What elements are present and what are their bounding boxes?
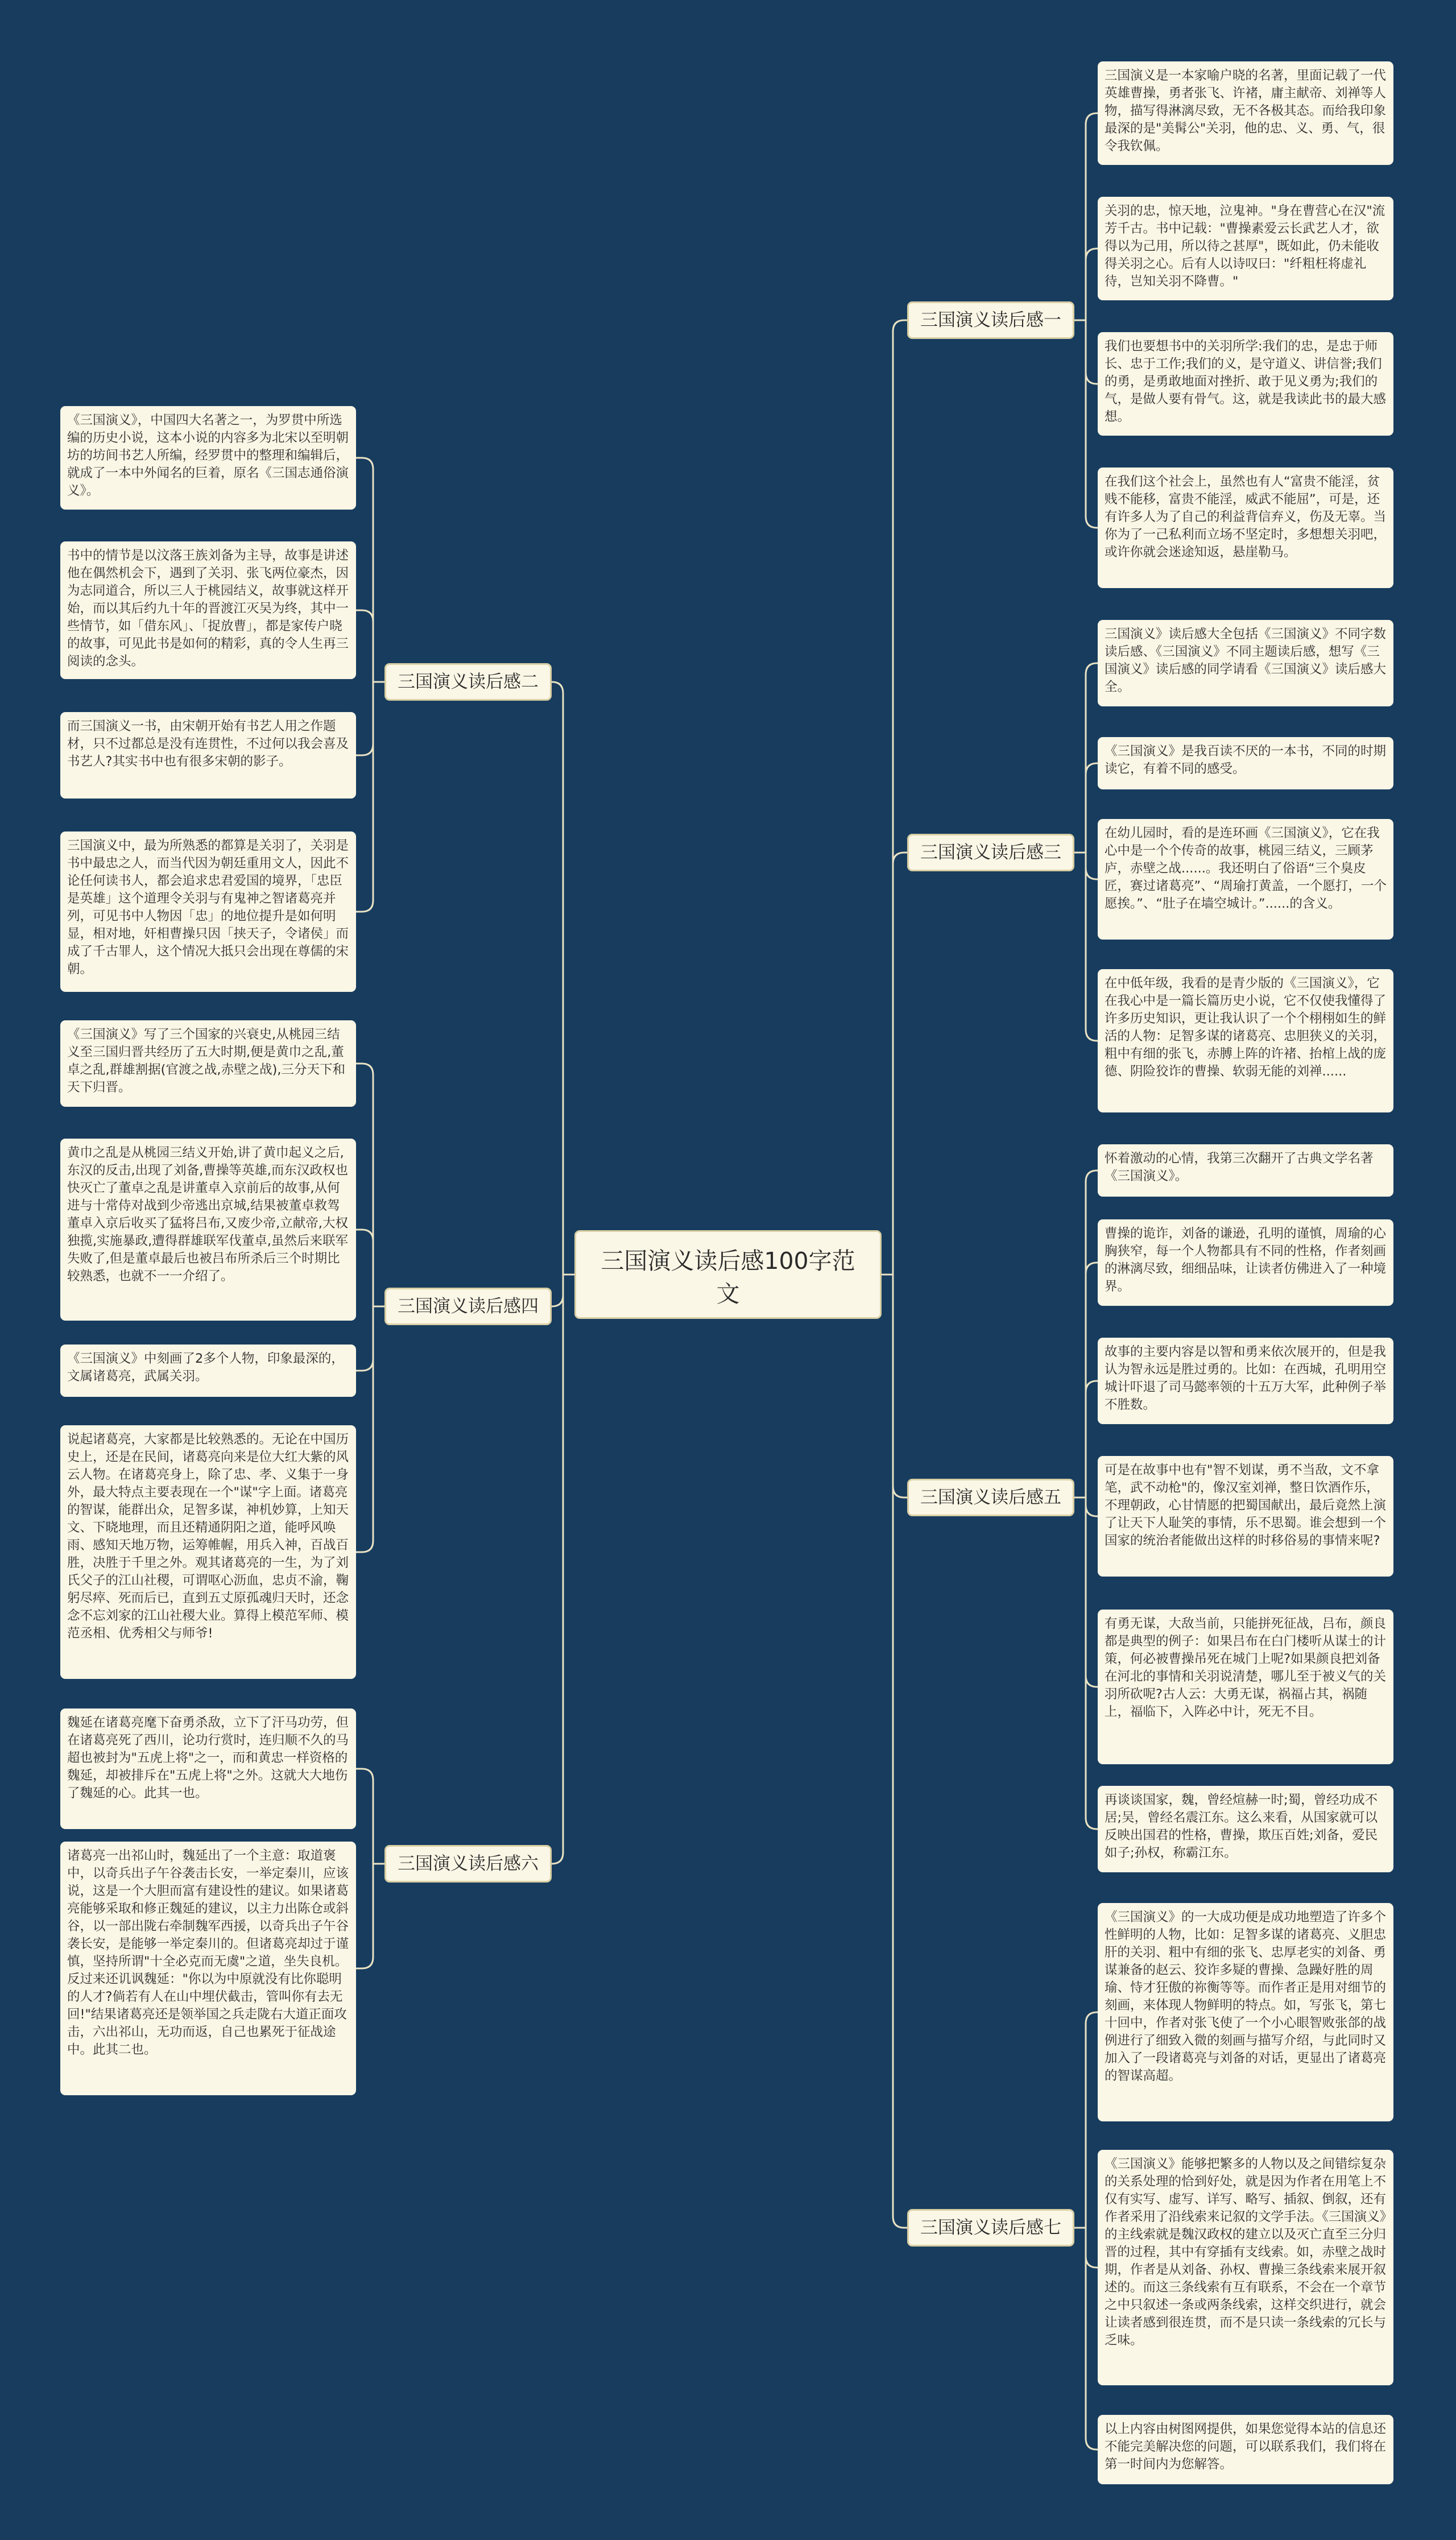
leaf-5-1[interactable]: 怀着激动的心情，我第三次翻开了古典文学名著《三国演义》。: [1098, 1144, 1393, 1197]
leaf-4-4[interactable]: 说起诸葛亮，大家都是比较熟悉的。无论在中国历史上，还是在民间，诸葛亮向来是位大红大紫的风云人物。在诸葛亮身上，除了忠、孝、义集于一身外，最大特点主要表现在一个"谋"字上面。诸葛亮的智谋，能群出众，足智多谋，神机妙算，上知天文、下晓地理，而且还精通阴阳之道，能呼风唤雨、感知天地万物，运筹帷幄，用兵入神，百战百胜，决胜于千里之外。观其诸葛亮的一生，为了刘氏父子的江山社稷，可谓呕心沥血，忠贞不渝，鞠躬尽瘁、死而后已，直到五丈原孤魂归天时，还念念不忘刘家的江山社稷大业。算得上模范军师、模范丞相、优秀相父与师爷!: [60, 1425, 356, 1679]
connector-line: [882, 1275, 907, 1497]
leaf-7-3[interactable]: 以上内容由树图网提供，如果您觉得本站的信息还不能完美解决您的问题，可以联系我们，我们将在第一时间内为您解答。: [1098, 2415, 1393, 2484]
connector-line: [356, 682, 384, 912]
connector-line: [1074, 320, 1098, 528]
leaf-5-4[interactable]: 可是在故事中也有"智不划谋，勇不当敌，文不拿笔，武不动枪"的，像汉室刘禅，整日饮酒作乐，不理朝政，心甘情愿的把蜀国献出，最后竟然上演了让天下人耻笑的事情，乐不思蜀。谁会想到一个国家的统治者能做出这样的时移俗易的事情来呢?: [1098, 1456, 1393, 1577]
connector-line: [356, 610, 384, 682]
leaf-4-2[interactable]: 黄巾之乱是从桃园三结义开始,讲了黄巾起义之后,东汉的反击,出现了刘备,曹操等英雄,而东汉政权也快灭亡了董卓之乱是讲董卓入京前后的故事,从何进与十常侍对战到少帝逃出京城,结果被董卓救驾董卓入京后收买了猛将吕布,又废少帝,立献帝,大权独揽,实施暴政,遭得群雄联军伐董卓,虽然后来联军失败了,但是董卓最后也被吕布所杀后三个时期比较熟悉，也就不一一介绍了。: [60, 1139, 356, 1321]
leaf-6-1[interactable]: 魏延在诸葛亮麾下奋勇杀敌，立下了汗马功劳，但在诸葛亮死了西川，论功行赏时，连归顺不久的马超也被封为"五虎上将"之一，而和黄忠一样资格的魏延，却被排斥在"五虎上将"之外。这就大大地伤了魏延的心。此其一也。: [60, 1708, 356, 1829]
leaf-1-2[interactable]: 关羽的忠，惊天地，泣鬼神。"身在曹营心在汉"流芳千古。书中记载："曹操素爱云长武艺人才，欲得以为己用，所以待之甚厚"，既如此，仍未能收得关羽之心。后有人以诗叹曰："纤粗枉将虚礼待，岂知关羽不降曹。": [1098, 197, 1393, 300]
leaf-3-2[interactable]: 《三国演义》是我百读不厌的一本书，不同的时期读它，有着不同的感受。: [1098, 737, 1393, 789]
connector-line: [552, 1275, 574, 1864]
leaf-2-2[interactable]: 书中的情节是以汶落王族刘备为主导，故事是讲述他在偶然机会下，遇到了关羽、张飞两位豪杰，因为志同道合，所以三人于桃园结义，故事就这样开始，而以其后约九十年的晋渡江灭吴为终，其中一些情节，如「借东风」、「捉放曹」，都是家传户晓的故事，可见此书是如何的精彩，真的令人生再三阅读的念头。: [60, 541, 356, 679]
connector-line: [356, 1864, 384, 1968]
connector-line: [1074, 763, 1098, 853]
branch-topic-1[interactable]: 三国演义读后感一: [907, 301, 1074, 339]
leaf-5-3[interactable]: 故事的主要内容是以智和勇来依次展开的，但是我认为智永远是胜过勇的。比如：在西城，孔明用空城计吓退了司马懿率领的十五万大军，此种例子举不胜数。: [1098, 1338, 1393, 1424]
root-topic[interactable]: 三国演义读后感100字范文: [574, 1230, 882, 1319]
connector-line: [1074, 2012, 1098, 2228]
branch-topic-6[interactable]: 三国演义读后感六: [384, 1845, 552, 1883]
leaf-5-2[interactable]: 曹操的诡诈，刘备的谦逊，孔明的谨慎，周瑜的心胸狭窄，每一个人物都具有不同的性格，作者刻画的淋漓尽致，细细品味，让读者仿佛进入了一种境界。: [1098, 1219, 1393, 1306]
connector-line: [882, 853, 907, 1275]
leaf-4-3[interactable]: 《三国演义》中刻画了2多个人物，印象最深的，文属诸葛亮，武属关羽。: [60, 1345, 356, 1397]
connector-line: [1074, 853, 1098, 1041]
branch-topic-3[interactable]: 三国演义读后感三: [907, 834, 1074, 871]
connector-line: [356, 458, 384, 682]
branch-topic-2[interactable]: 三国演义读后感二: [384, 663, 552, 701]
leaf-1-4[interactable]: 在我们这个社会上，虽然也有人“富贵不能淫，贫贱不能移，富贵不能淫，威武不能屈”，可是，还有许多人为了自己的利益背信弃义，伤及无辜。当你为了一己私利而立场不坚定时，多想想关羽吧，或许你就会迷途知返，悬崖勒马。: [1098, 468, 1393, 588]
connector-line: [356, 1064, 384, 1306]
leaf-4-1[interactable]: 《三国演义》写了三个国家的兴衰史,从桃园三结义至三国归晋共经历了五大时期,便是黄巾之乱,董卓之乱,群雄割据(官渡之战,赤壁之战),三分天下和天下归晋。: [60, 1020, 356, 1107]
leaf-2-1[interactable]: 《三国演义》，中国四大名著之一，为罗贯中所选编的历史小说，这本小说的内容多为北宋以至明朝坊的坊间书艺人所编，经罗贯中的整理和编辑后，就成了一本中外闻名的巨着，原名《三国志通俗演义》。: [60, 406, 356, 510]
connector-line: [882, 320, 907, 1275]
connector-line: [1074, 249, 1098, 320]
leaf-3-1[interactable]: 三国演义》读后感大全包括《三国演义》不同字数读后感、《三国演义》不同主题读后感，想写《三国演义》读后感的同学请看《三国演义》读后感大全。: [1098, 620, 1393, 706]
connector-line: [1074, 1381, 1098, 1497]
leaf-3-3[interactable]: 在幼儿园时，看的是连环画《三国演义》，它在我心中是一个个传奇的故事，桃园三结义，三顾茅庐，赤壁之战......。我还明白了俗语“三个臭皮匠，赛过诸葛亮”、“周瑜打黄盖，一个愿打，一个愿挨。”、“肚子在墙空城计。”......的含义。: [1098, 819, 1393, 940]
branch-topic-4[interactable]: 三国演义读后感四: [384, 1288, 552, 1325]
branch-topic-7[interactable]: 三国演义读后感七: [907, 2209, 1074, 2247]
connector-line: [356, 1769, 384, 1864]
branch-topic-5[interactable]: 三国演义读后感五: [907, 1479, 1074, 1516]
connector-line: [1074, 2228, 1098, 2450]
leaf-7-1[interactable]: 《三国演义》的一大成功便是成功地塑造了许多个性鲜明的人物，比如：足智多谋的诸葛亮、义胆忠肝的关羽、粗中有细的张飞、忠厚老实的刘备、勇谋兼备的赵云、狡诈多疑的曹操、急躁好胜的周瑜、恃才狂傲的祢衡等等。而作者正是用对细节的刻画，来体现人物鲜明的特点。如，写张飞，第七十回中，作者对张飞使了一个小心眼智败张郃的战例进行了细致入微的刻画与描写介绍，与此同时又加入了一段诸葛亮与刘备的对话，更显出了诸葛亮的智谋高超。: [1098, 1903, 1393, 2121]
connector-line: [356, 1230, 384, 1306]
leaf-1-1[interactable]: 三国演义是一本家喻户晓的名著，里面记载了一代英雄曹操，勇者张飞、许褚，庸主献帝、刘禅等人物，描写得淋漓尽致，无不各极其态。而给我印象最深的是"美髯公"关羽，他的忠、义、勇、气，很令我钦佩。: [1098, 61, 1393, 165]
leaf-5-5[interactable]: 有勇无谋，大敌当前，只能拼死征战，吕布，颜良都是典型的例子：如果吕布在白门楼听从谋士的计策，何必被曹操吊死在城门上呢?如果颜良把刘备在河北的事情和关羽说清楚，哪儿至于被义气的关羽所砍呢?古人云：大勇无谋，祸福占其，祸随上，福临下，入阵必中计，死无不目。: [1098, 1610, 1393, 1764]
leaf-3-4[interactable]: 在中低年级，我看的是青少版的《三国演义》，它在我心中是一篇长篇历史小说，它不仅使我懂得了许多历史知识，更让我认识了一个个栩栩如生的鲜活的人物：足智多谋的诸葛亮、忠胆狭义的关羽，粗中有细的张飞，赤膊上阵的许褚、抬棺上战的庞德、阴险狡诈的曹操、软弱无能的刘禅......: [1098, 969, 1393, 1112]
leaf-6-2[interactable]: 诸葛亮一出祁山时，魏延出了一个主意：取道褒中，以奇兵出子午谷袭击长安，一举定秦川，应该说，这是一个大胆而富有建设性的建议。如果诸葛亮能够采取和修正魏延的建议，以主力出陈仓或斜谷，以一部出陇右牵制魏军西援，以奇兵出子午谷袭长安，是能够一举定秦川的。但诸葛亮却过于谨慎，坚持所谓"十全必克而无虞"之道，坐失良机。反过来还讥讽魏延："你以为中原就没有比你聪明的人才?倘若有人在山中埋伏截击，管叫你有去无回!"结果诸葛亮还是领举国之兵走陇右大道正面攻击，六出祁山，无功而返，自己也累死于征战途中。此其二也。: [60, 1842, 356, 2095]
connector-line: [356, 682, 384, 755]
leaf-2-3[interactable]: 而三国演义一书，由宋朝开始有书艺人用之作题材，只不过都总是没有连贯性，不过何以我会喜及书艺人?其实书中也有很多宋朝的影子。: [60, 712, 356, 799]
connector-line: [552, 682, 574, 1275]
connector-line: [356, 1306, 384, 1552]
leaf-1-3[interactable]: 我们也要想书中的关羽所学:我们的忠，是忠于师长、忠于工作;我们的义，是守道义、讲信誉;我们的勇，是勇敢地面对挫折、敢于见义勇为;我们的气，是做人要有骨气。这，就是我读此书的最大感想。: [1098, 332, 1393, 436]
connector-line: [1074, 1497, 1098, 1829]
leaf-2-4[interactable]: 三国演义中，最为所熟悉的都算是关羽了，关羽是书中最忠之人，而当代因为朝廷重用文人，因此不论任何读书人，都会追求忠君爱国的境界，「忠臣是英雄」这个道理令关羽与有鬼神之智诸葛亮并列，可见书中人物因「忠」的地位提升是如何明显，相对地，奸相曹操只因「挟天子，令诸侯」而成了千古罪人，这个情况大抵只会出现在尊儒的宋朝。: [60, 832, 356, 992]
connector-line: [356, 1306, 384, 1371]
leaf-5-6[interactable]: 再谈谈国家，魏，曾经煊赫一时;蜀，曾经功成不居;吴，曾经名震江东。这么来看，从国家就可以反映出国君的性格，曹操，欺压百姓;刘备，爱民如子;孙权，称霸江东。: [1098, 1786, 1393, 1872]
connector-line: [882, 1275, 907, 2228]
leaf-7-2[interactable]: 《三国演义》能够把繁多的人物以及之间错综复杂的关系处理的恰到好处，就是因为作者在用笔上不仅有实写、虚写、详写、略写、插叙、倒叙，还有作者采用了沿线索来记叙的文学手法。《三国演义》的主线索就是魏汉政权的建立以及灭亡直至三分归晋的过程，其中有穿插有支线索。如，赤壁之战时期，作者是从刘备、孙权、曹操三条线索来展开叙述的。而这三条线索有互有联系，不会在一个章节之中只叙述一条或两条线索，这样交织进行，就会让读者感到很连贯，而不是只读一条线索的冗长与乏味。: [1098, 2150, 1393, 2385]
